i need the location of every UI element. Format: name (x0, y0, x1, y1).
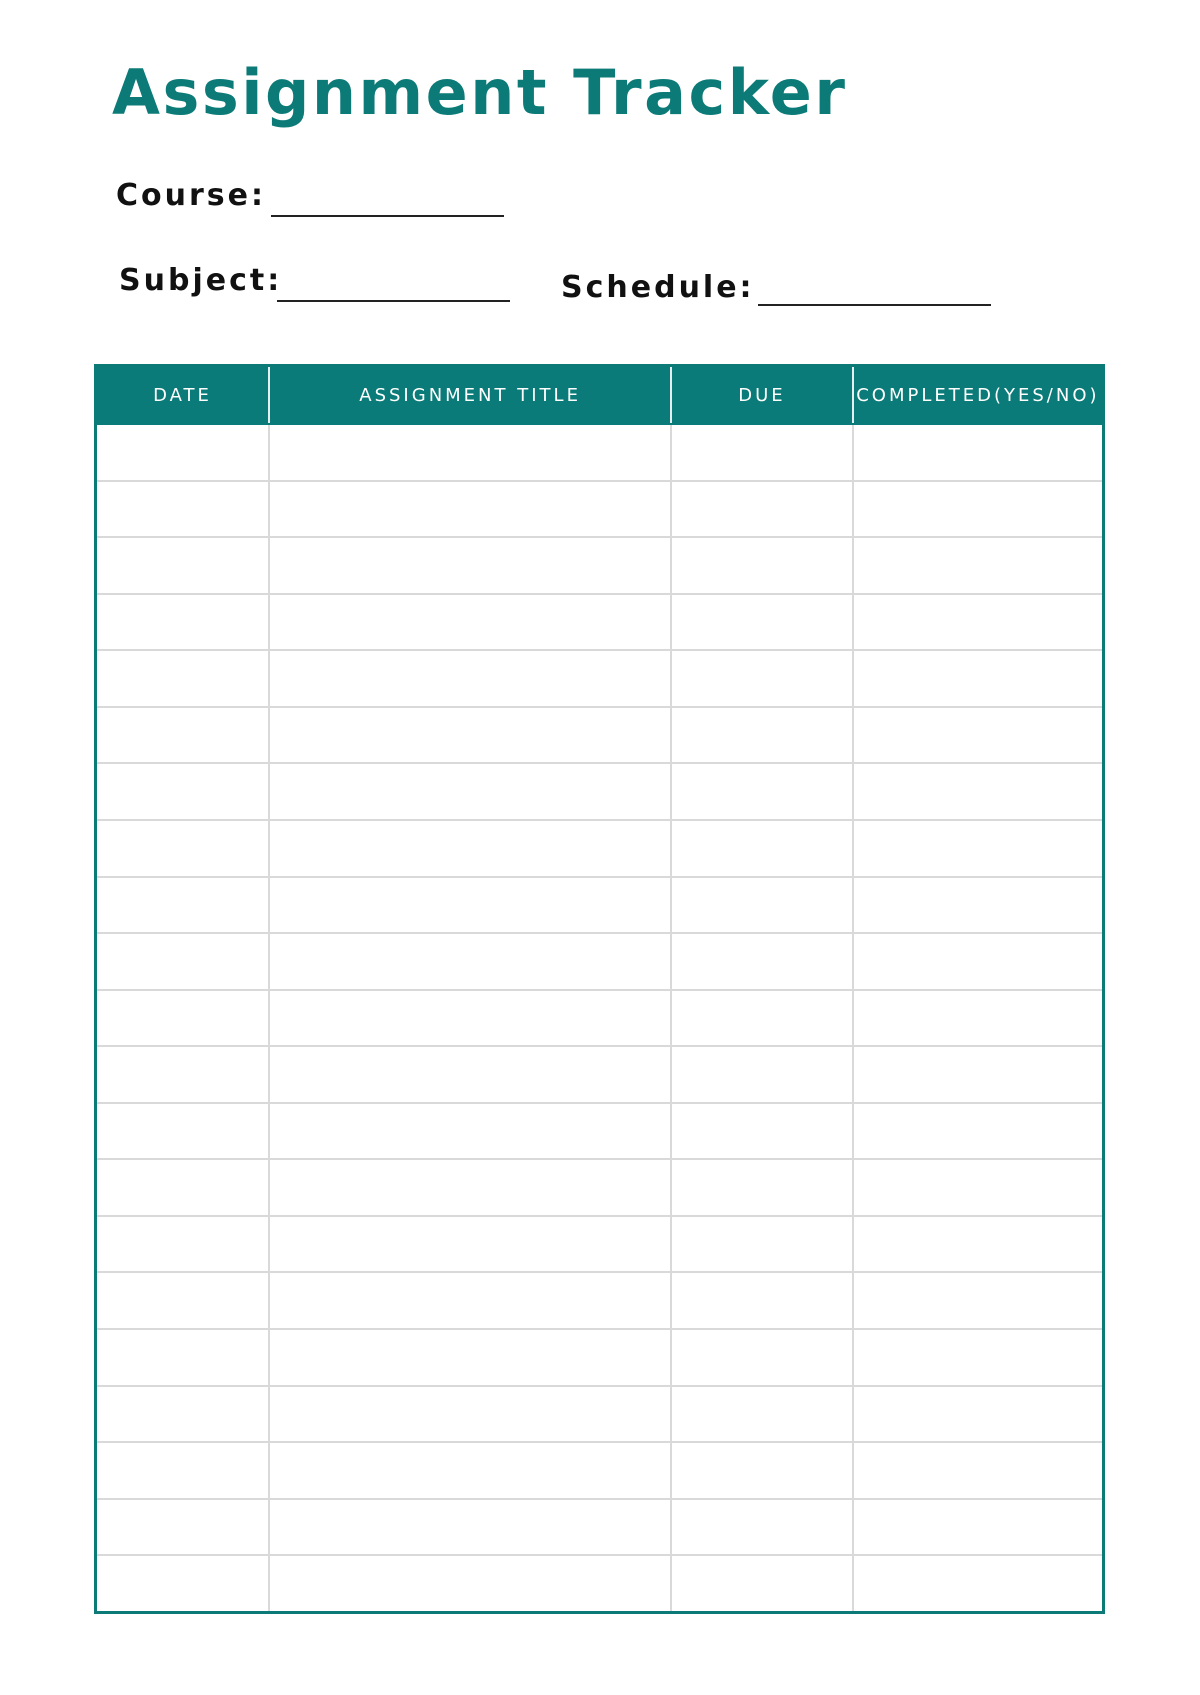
table-body (96, 424, 1104, 1613)
due-cell[interactable] (671, 1159, 853, 1216)
table-row (96, 933, 1104, 990)
completed-cell[interactable] (853, 481, 1104, 538)
completed-cell[interactable] (853, 877, 1104, 934)
table-row (96, 594, 1104, 651)
date-cell[interactable] (96, 707, 270, 764)
date-cell[interactable] (96, 763, 270, 820)
completed-cell[interactable] (853, 707, 1104, 764)
assignment-title-cell[interactable] (269, 594, 671, 651)
date-cell[interactable] (96, 1499, 270, 1556)
completed-cell[interactable] (853, 1216, 1104, 1273)
table-header-row (96, 366, 1104, 425)
date-cell[interactable] (96, 424, 270, 481)
due-cell[interactable] (671, 1499, 853, 1556)
subject-label: Subject: (119, 263, 283, 298)
completed-cell[interactable] (853, 1046, 1104, 1103)
table-row (96, 1442, 1104, 1499)
date-cell[interactable] (96, 594, 270, 651)
assignment-title-cell[interactable] (269, 820, 671, 877)
table-row (96, 877, 1104, 934)
due-cell[interactable] (671, 1386, 853, 1443)
due-cell[interactable] (671, 763, 853, 820)
completed-cell[interactable] (853, 763, 1104, 820)
completed-cell[interactable] (853, 1499, 1104, 1556)
assignment-title-cell[interactable] (269, 1216, 671, 1273)
header-assignment-title: ASSIGNMENT TITLE (269, 366, 671, 425)
date-cell[interactable] (96, 1386, 270, 1443)
table-row (96, 1499, 1104, 1556)
assignment-title-cell[interactable] (269, 1386, 671, 1443)
due-cell[interactable] (671, 1555, 853, 1612)
date-cell[interactable] (96, 820, 270, 877)
date-cell[interactable] (96, 1442, 270, 1499)
assignment-table (94, 364, 1105, 1614)
completed-cell[interactable] (853, 424, 1104, 481)
assignment-title-cell[interactable] (269, 1159, 671, 1216)
due-cell[interactable] (671, 650, 853, 707)
date-cell[interactable] (96, 481, 270, 538)
table-row (96, 537, 1104, 594)
date-cell[interactable] (96, 537, 270, 594)
assignment-title-cell[interactable] (269, 1442, 671, 1499)
due-cell[interactable] (671, 1272, 853, 1329)
date-cell[interactable] (96, 1216, 270, 1273)
table-row (96, 1216, 1104, 1273)
table-row (96, 1555, 1104, 1612)
completed-cell[interactable] (853, 820, 1104, 877)
assignment-title-cell[interactable] (269, 424, 671, 481)
assignment-title-cell[interactable] (269, 481, 671, 538)
due-cell[interactable] (671, 1103, 853, 1160)
table-row (96, 1103, 1104, 1160)
assignment-title-cell[interactable] (269, 763, 671, 820)
table-row (96, 650, 1104, 707)
due-cell[interactable] (671, 933, 853, 990)
table-row (96, 820, 1104, 877)
date-cell[interactable] (96, 1555, 270, 1612)
assignment-title-cell[interactable] (269, 933, 671, 990)
schedule-field[interactable] (758, 304, 991, 306)
header-date: DATE (96, 366, 270, 425)
due-cell[interactable] (671, 1046, 853, 1103)
assignment-title-cell[interactable] (269, 650, 671, 707)
date-cell[interactable] (96, 1272, 270, 1329)
assignment-title-cell[interactable] (269, 1046, 671, 1103)
assignment-title-cell[interactable] (269, 537, 671, 594)
assignment-title-cell[interactable] (269, 1103, 671, 1160)
course-field[interactable] (271, 215, 504, 217)
assignment-title-cell[interactable] (269, 1499, 671, 1556)
completed-cell[interactable] (853, 1442, 1104, 1499)
due-cell[interactable] (671, 1329, 853, 1386)
completed-cell[interactable] (853, 933, 1104, 990)
due-cell[interactable] (671, 481, 853, 538)
completed-cell[interactable] (853, 1329, 1104, 1386)
assignment-title-cell[interactable] (269, 1555, 671, 1612)
subject-field[interactable] (277, 300, 510, 302)
date-cell[interactable] (96, 1046, 270, 1103)
completed-cell[interactable] (853, 1555, 1104, 1612)
due-cell[interactable] (671, 990, 853, 1047)
completed-cell[interactable] (853, 594, 1104, 651)
date-cell[interactable] (96, 1329, 270, 1386)
due-cell[interactable] (671, 1442, 853, 1499)
table-row (96, 1386, 1104, 1443)
table-row (96, 1159, 1104, 1216)
table-row (96, 763, 1104, 820)
page-title: Assignment Tracker (112, 56, 848, 129)
due-cell[interactable] (671, 877, 853, 934)
assignment-title-cell[interactable] (269, 1272, 671, 1329)
date-cell[interactable] (96, 1159, 270, 1216)
table-row (96, 424, 1104, 481)
assignment-title-cell[interactable] (269, 707, 671, 764)
completed-cell[interactable] (853, 1386, 1104, 1443)
due-cell[interactable] (671, 424, 853, 481)
due-cell[interactable] (671, 707, 853, 764)
date-cell[interactable] (96, 650, 270, 707)
completed-cell[interactable] (853, 650, 1104, 707)
completed-cell[interactable] (853, 990, 1104, 1047)
table-row (96, 481, 1104, 538)
table-row (96, 990, 1104, 1047)
assignment-title-cell[interactable] (269, 1329, 671, 1386)
due-cell[interactable] (671, 537, 853, 594)
header-completed: COMPLETED(YES/NO) (853, 366, 1104, 425)
date-cell[interactable] (96, 1103, 270, 1160)
table-row (96, 1329, 1104, 1386)
completed-cell[interactable] (853, 1103, 1104, 1160)
date-cell[interactable] (96, 877, 270, 934)
completed-cell[interactable] (853, 1159, 1104, 1216)
table-row (96, 1046, 1104, 1103)
due-cell[interactable] (671, 1216, 853, 1273)
header-due: DUE (671, 366, 853, 425)
completed-cell[interactable] (853, 537, 1104, 594)
completed-cell[interactable] (853, 1272, 1104, 1329)
due-cell[interactable] (671, 820, 853, 877)
table-row (96, 1272, 1104, 1329)
course-label: Course: (116, 178, 266, 213)
assignment-title-cell[interactable] (269, 990, 671, 1047)
due-cell[interactable] (671, 594, 853, 651)
assignment-title-cell[interactable] (269, 877, 671, 934)
date-cell[interactable] (96, 933, 270, 990)
date-cell[interactable] (96, 990, 270, 1047)
schedule-label: Schedule: (561, 270, 755, 305)
table-row (96, 707, 1104, 764)
